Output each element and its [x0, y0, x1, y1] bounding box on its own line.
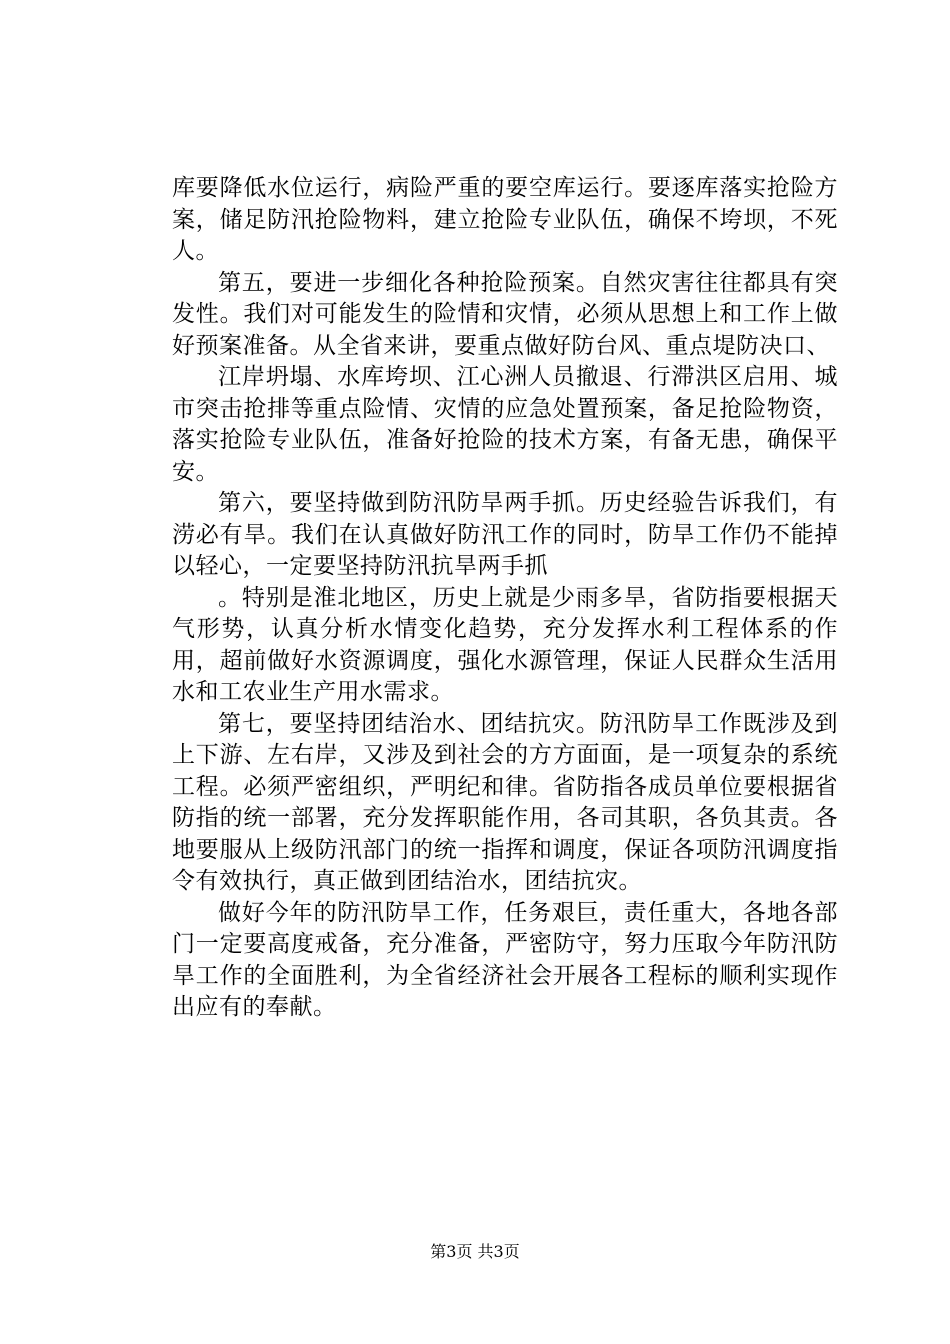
- paragraph-6: 第七，要坚持团结治水、团结抗灾。防汛防旱工作既涉及到上下游、左右岸，又涉及到社会的方方面面，是一项复杂的系统工程。必须严密组织，严明纪和律。省防指各成员单位要根据省防指的统一部署，充分发挥职能作用，各司其职，各负其责。各地要服从上级防汛部门的统一指挥和调度，保证各项防汛调度指令有效执行，真正做到团结治水，团结抗灾。: [172, 710, 838, 894]
- paragraph-3: 江岸坍塌、水库垮坝、江心洲人员撤退、行滞洪区启用、城市突击抢排等重点险情、灾情的应急处置预案，备足抢险物资，落实抢险专业队伍，准备好抢险的技术方案，有备无患，确保平安。: [172, 364, 838, 485]
- paragraph-5: 。特别是淮北地区，历史上就是少雨多旱，省防指要根据天气形势，认真分析水情变化趋势，充分发挥水利工程体系的作用，超前做好水资源调度，强化水源管理，保证人民群众生活用水和工农业生产用水需求。: [172, 584, 838, 705]
- page-number-footer: 第3页 共3页: [430, 1242, 520, 1261]
- paragraph-7: 做好今年的防汛防旱工作，任务艰巨，责任重大，各地各部门一定要高度戒备，充分准备，严密防守，努力压取今年防汛防旱工作的全面胜利，为全省经济社会开展各工程标的顺利实现作出应有的奉献。: [172, 899, 838, 1020]
- paragraph-1: 库要降低水位运行，病险严重的要空库运行。要逐库落实抢险方案，储足防汛抢险物料，建立抢险专业队伍，确保不垮坝，不死人。: [172, 175, 838, 264]
- paragraph-2: 第五，要进一步细化各种抢险预案。自然灾害往往都具有突发性。我们对可能发生的险情和灾情，必须从思想上和工作上做好预案准备。从全省来讲，要重点做好防台风、重点堤防决口、: [172, 269, 838, 359]
- document-body: [172, 173, 838, 1024]
- paragraph-4: 第六，要坚持做到防汛防旱两手抓。历史经验告诉我们，有涝必有旱。我们在认真做好防汛工作的同时，防旱工作仍不能掉以轻心，一定要坚持防汛抗旱两手抓: [172, 490, 838, 579]
